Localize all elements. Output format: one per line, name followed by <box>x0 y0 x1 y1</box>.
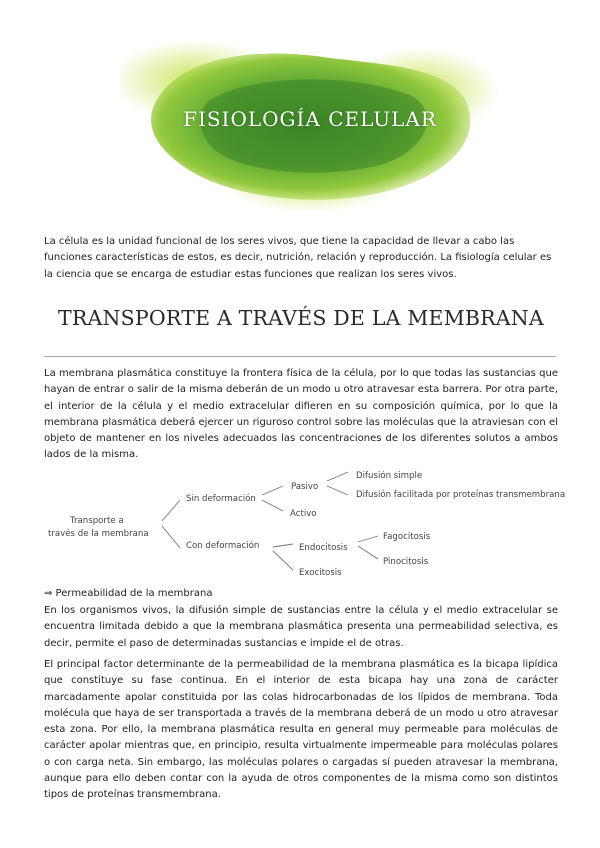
header-banner <box>120 40 500 215</box>
section-divider <box>44 356 556 357</box>
diagram-exocitosis: Exocitosis <box>299 568 342 578</box>
diagram-activo: Activo <box>290 509 317 519</box>
permeability-heading: ⇒ Permeabilidad de la membrana <box>44 588 213 599</box>
diagram-pinocitosis: Pinocitosis <box>383 557 429 567</box>
diagram-root-line2: través de la membrana <box>48 529 149 539</box>
page-title: FISIOLOGÍA CELULAR <box>183 107 437 131</box>
lipid-bilayer-paragraph: El principal factor determinante de la permeabilidad de la membrana plasmática es la bicapa lipídica que constituye su fase continua. En el interior de esta bicapa hay una zona de carácter marcadamente apolar constituida por las colas hidrocarbonadas de los lípidos de membrana. Toda molécula que haya de ser transportada a través de la membrana deberá de un modo u otro atravesar esta zona. Por ello, la membrana plasmática resulta en general muy permeable para moléculas de carácter apolar mientras que, en principio, resulta virtualmente impermeable para moléculas polares o con carga neta. Sin embargo, las moléculas polares o cargadas sí pueden atravesar la membrana, aunque para ello deben contar con la ayuda de otros componentes de la misma como son distintos tipos de proteínas transmembrana. <box>44 659 558 801</box>
diagram-root-line1: Transporte a <box>70 516 124 526</box>
diagram-sin-deformacion: Sin deformación <box>186 494 256 504</box>
membrane-paragraph: La membrana plasmática constituye la frontera física de la célula, por lo que todas las sustancias que hayan de entrar o salir de la misma deberán de un modo u otro atravesar esta barrera. Por otra parte, el interior de la célula y el medio extracelular difieren en su composición química, por lo que la membrana plasmática deberá ejercer un riguroso control sobre las moléculas que la atraviesan con el objeto de mantener en los niveles adecuados las concentraciones de los diferentes solutos a ambos lados de la misma. <box>44 368 558 461</box>
diagram-difusion-facilitada: Difusión facilitada por proteínas transmembrana <box>356 490 566 500</box>
diagram-pasivo: Pasivo <box>291 482 319 492</box>
section-title: TRANSPORTE A TRAVÉS DE LA MEMBRANA <box>58 306 544 330</box>
diagram-difusion-simple: Difusión simple <box>356 471 423 481</box>
permeability-paragraph: En los organismos vivos, la difusión simple de sustancias entre la célula y el medio extracelular se encuentra limitada debido a que la membrana plasmática presenta una permeabilidad selectiva, es decir, permite el paso de determinadas sustancias e impide el de otras. <box>44 605 558 649</box>
diagram-endocitosis: Endocitosis <box>299 543 348 553</box>
diagram-con-deformacion: Con deformación <box>186 541 260 551</box>
transport-diagram <box>40 462 570 587</box>
diagram-fagocitosis: Fagocitosis <box>383 532 431 542</box>
intro-paragraph: La célula es la unidad funcional de los seres vivos, que tiene la capacidad de llevar a cabo las funciones características de estos, es decir, nutrición, relación y reproducción. La fisiología celular es la ciencia que se encarga de estudiar estas funciones que realizan los seres vivos. <box>44 236 552 280</box>
